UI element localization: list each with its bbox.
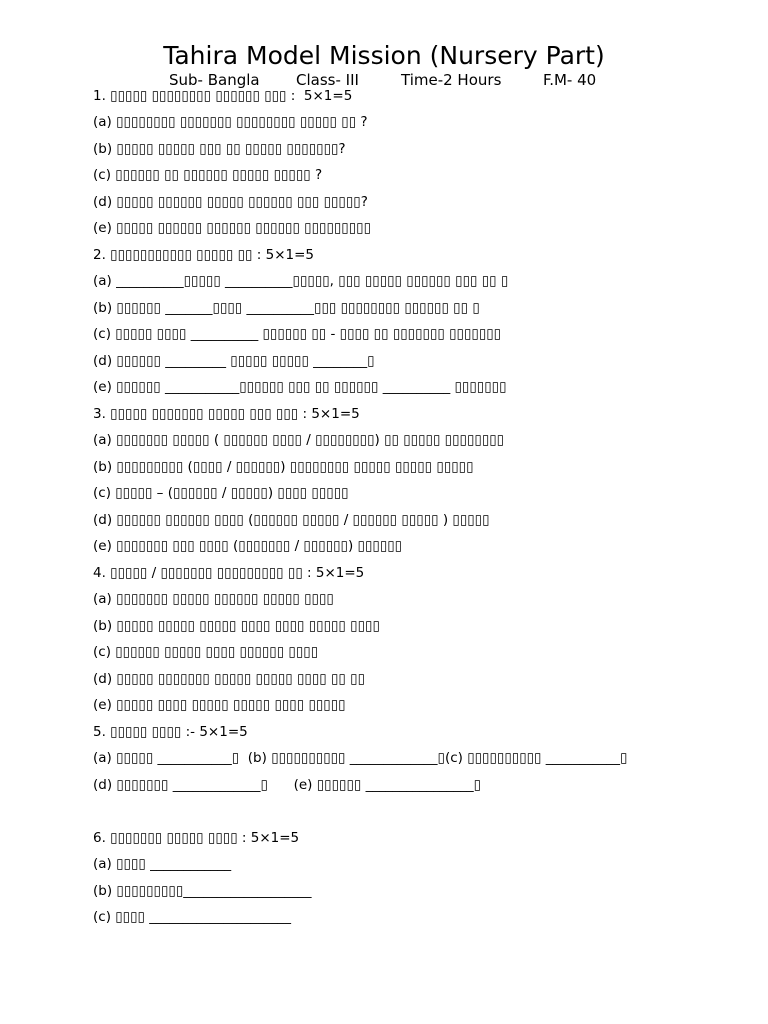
question-item: (b) ▯▯▯▯▯▯▯▯▯ (▯▯▯▯ / ▯▯▯▯▯▯) ▯▯▯▯▯▯▯▯ ▯▯▯▯▯ ▯▯▯▯▯ ▯▯▯▯▯ xyxy=(93,459,474,475)
question-heading: 1. ▯▯▯▯▯ ▯▯▯▯▯▯▯▯ ▯▯▯▯▯▯ ▯▯▯ : 5×1=5 xyxy=(93,88,353,104)
question-item: (a) __________▯▯▯▯▯ __________▯▯▯▯▯, ▯▯▯ ▯▯▯▯▯ ▯▯▯▯▯▯ ▯▯▯ ▯▯ ▯ xyxy=(93,273,509,289)
question-item: (e) ▯▯▯▯▯▯▯ ▯▯▯ ▯▯▯▯ (▯▯▯▯▯▯▯ / ▯▯▯▯▯▯) ▯▯▯▯▯▯ xyxy=(93,538,403,554)
subject-label: Sub- Bangla xyxy=(169,71,260,89)
question-item: (c) ▯▯▯▯ _____________________ xyxy=(93,909,292,925)
question-item: (a) ▯▯▯▯▯▯▯▯ ▯▯▯▯▯▯▯ ▯▯▯▯▯▯▯▯ ▯▯▯▯▯ ▯▯ ? xyxy=(93,114,368,130)
class-label: Class- III xyxy=(296,71,359,89)
question-item: (c) ▯▯▯▯▯▯ ▯▯▯▯▯ ▯▯▯▯ ▯▯▯▯▯▯ ▯▯▯▯ xyxy=(93,644,319,660)
question-heading: 5. ▯▯▯▯▯ ▯▯▯▯ :- 5×1=5 xyxy=(93,724,248,740)
question-heading: 6. ▯▯▯▯▯▯▯ ▯▯▯▯▯ ▯▯▯▯ : 5×1=5 xyxy=(93,830,300,846)
full-marks-label: F.M- 40 xyxy=(543,71,597,89)
question-heading: 3. ▯▯▯▯▯ ▯▯▯▯▯▯▯ ▯▯▯▯▯ ▯▯▯ ▯▯▯ : 5×1=5 xyxy=(93,406,360,422)
question-item: (a) ▯▯▯▯▯▯▯ ▯▯▯▯▯ ▯▯▯▯▯▯ ▯▯▯▯▯ ▯▯▯▯ xyxy=(93,591,334,607)
question-item: (d) ▯▯▯▯▯▯ ▯▯▯▯▯▯ ▯▯▯▯ (▯▯▯▯▯▯ ▯▯▯▯▯ / ▯▯▯▯▯▯ ▯▯▯▯▯ ) ▯▯▯▯▯ xyxy=(93,512,490,528)
question-item: (b) ▯▯▯▯▯▯ _______▯▯▯▯ __________▯▯▯ ▯▯▯▯▯▯▯▯ ▯▯▯▯▯▯ ▯▯ ▯ xyxy=(93,300,480,316)
question-item: (e) ▯▯▯▯▯▯ ___________▯▯▯▯▯▯ ▯▯▯ ▯▯ ▯▯▯▯▯▯ __________ ▯▯▯▯▯▯▯ xyxy=(93,379,507,395)
question-item: (a) ▯▯▯▯▯ ___________▯ (b) ▯▯▯▯▯▯▯▯▯▯ _____________▯(c) ▯▯▯▯▯▯▯▯▯▯ ___________▯ xyxy=(93,750,628,766)
question-item: (d) ▯▯▯▯▯ ▯▯▯▯▯▯ ▯▯▯▯▯ ▯▯▯▯▯▯ ▯▯▯ ▯▯▯▯▯? xyxy=(93,194,368,210)
question-item: (c) ▯▯▯▯▯ – (▯▯▯▯▯▯ / ▯▯▯▯▯) ▯▯▯▯ ▯▯▯▯▯ xyxy=(93,485,349,501)
question-item: (c) ▯▯▯▯▯ ▯▯▯▯ __________ ▯▯▯▯▯▯ ▯▯ - ▯▯▯▯ ▯▯ ▯▯▯▯▯▯▯ ▯▯▯▯▯▯▯ xyxy=(93,326,502,342)
question-item: (d) ▯▯▯▯▯▯▯ _____________▯ (e) ▯▯▯▯▯▯ ________________▯ xyxy=(93,777,482,793)
question-heading: 4. ▯▯▯▯▯ / ▯▯▯▯▯▯▯ ▯▯▯▯▯▯▯▯▯ ▯▯ : 5×1=5 xyxy=(93,565,365,581)
question-item: (d) ▯▯▯▯▯ ▯▯▯▯▯▯▯ ▯▯▯▯▯ ▯▯▯▯▯ ▯▯▯▯ ▯▯ ▯▯ xyxy=(93,671,366,687)
question-item: (e) ▯▯▯▯▯ ▯▯▯▯ ▯▯▯▯▯ ▯▯▯▯▯ ▯▯▯▯ ▯▯▯▯▯ xyxy=(93,697,346,713)
question-item: (a) ▯▯▯▯▯▯▯ ▯▯▯▯▯ ( ▯▯▯▯▯▯ ▯▯▯▯ / ▯▯▯▯▯▯▯▯) ▯▯ ▯▯▯▯▯ ▯▯▯▯▯▯▯▯ xyxy=(93,432,505,448)
time-label: Time-2 Hours xyxy=(401,71,502,89)
question-item: (e) ▯▯▯▯▯ ▯▯▯▯▯▯ ▯▯▯▯▯▯ ▯▯▯▯▯▯ ▯▯▯▯▯▯▯▯▯ xyxy=(93,220,372,236)
question-item: (a) ▯▯▯▯ ____________ xyxy=(93,856,232,872)
question-item: (b) ▯▯▯▯▯▯▯▯▯___________________ xyxy=(93,883,312,899)
question-item: (d) ▯▯▯▯▯▯ _________ ▯▯▯▯▯ ▯▯▯▯▯ ________▯ xyxy=(93,353,375,369)
question-item: (b) ▯▯▯▯▯ ▯▯▯▯▯ ▯▯▯ ▯▯ ▯▯▯▯▯ ▯▯▯▯▯▯▯? xyxy=(93,141,346,157)
question-item: (b) ▯▯▯▯▯ ▯▯▯▯▯ ▯▯▯▯▯ ▯▯▯▯ ▯▯▯▯ ▯▯▯▯▯ ▯▯▯▯ xyxy=(93,618,380,634)
page-title: Tahira Model Mission (Nursery Part) xyxy=(163,41,605,70)
question-heading: 2. ▯▯▯▯▯▯▯▯▯▯▯ ▯▯▯▯▯ ▯▯ : 5×1=5 xyxy=(93,247,314,263)
question-item: (c) ▯▯▯▯▯▯ ▯▯ ▯▯▯▯▯▯ ▯▯▯▯▯ ▯▯▯▯▯ ? xyxy=(93,167,323,183)
